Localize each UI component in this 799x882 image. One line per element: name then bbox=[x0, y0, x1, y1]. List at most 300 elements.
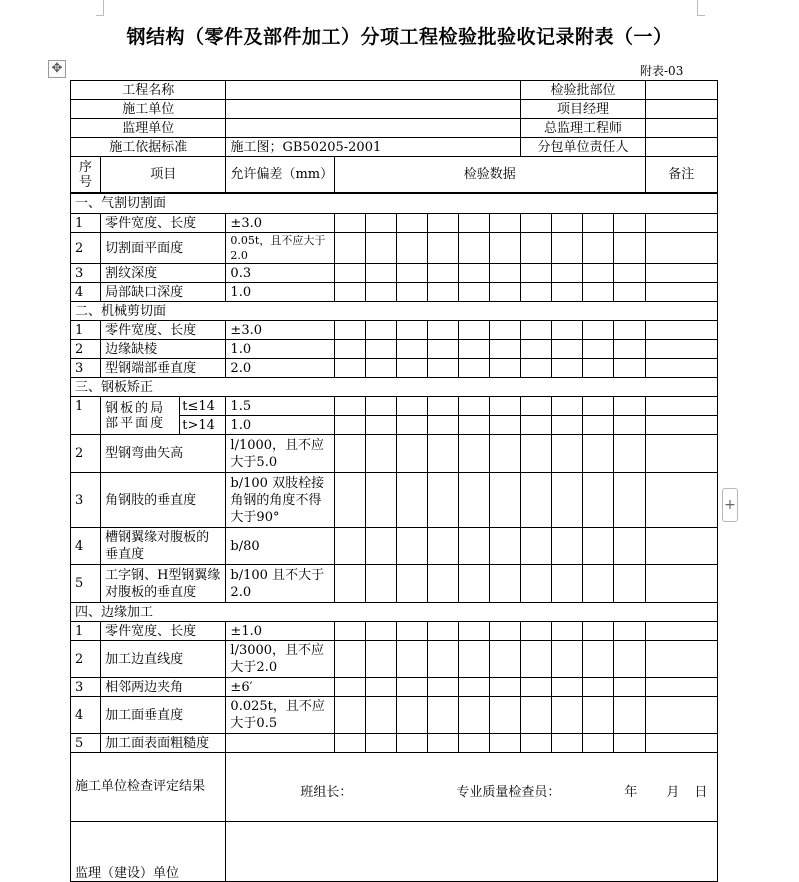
data-cell[interactable] bbox=[614, 435, 645, 473]
row-item: 角钢肢的垂直度 bbox=[101, 473, 226, 528]
data-cell[interactable] bbox=[427, 214, 458, 233]
data-cell[interactable] bbox=[521, 283, 552, 302]
row-number: 1 bbox=[71, 214, 101, 233]
data-cell[interactable] bbox=[490, 397, 521, 416]
remark-cell[interactable] bbox=[645, 528, 718, 565]
row-number: 1 bbox=[71, 622, 101, 641]
add-column-handle[interactable] bbox=[722, 488, 738, 522]
chief-supervisor-label: 总监理工程师 bbox=[521, 119, 645, 138]
data-cell[interactable] bbox=[459, 734, 490, 753]
data-cell[interactable] bbox=[365, 321, 396, 340]
data-cell[interactable] bbox=[396, 678, 427, 697]
row-item: 零件宽度、长度 bbox=[101, 321, 226, 340]
day-label: 日 bbox=[694, 785, 708, 800]
data-cell[interactable] bbox=[614, 359, 645, 378]
data-cell[interactable] bbox=[365, 416, 396, 435]
section-title: 四、边缘加工 bbox=[71, 603, 718, 622]
data-cell[interactable] bbox=[334, 622, 365, 641]
data-cell[interactable] bbox=[396, 340, 427, 359]
remark-cell[interactable] bbox=[645, 565, 718, 603]
data-cell[interactable] bbox=[490, 641, 521, 678]
data-cell[interactable] bbox=[427, 678, 458, 697]
data-cell[interactable] bbox=[334, 264, 365, 283]
data-cell[interactable] bbox=[583, 359, 614, 378]
row-number: 3 bbox=[71, 678, 101, 697]
data-cell[interactable] bbox=[583, 214, 614, 233]
data-cell[interactable] bbox=[459, 678, 490, 697]
data-cell[interactable] bbox=[614, 641, 645, 678]
row-tolerance: l/1000，且不应大于5.0 bbox=[226, 435, 334, 473]
data-cell[interactable] bbox=[365, 734, 396, 753]
row-tolerance bbox=[226, 734, 334, 753]
data-cell[interactable] bbox=[334, 565, 365, 603]
data-cell[interactable] bbox=[334, 435, 365, 473]
remark-cell[interactable] bbox=[645, 416, 718, 435]
inspection-part-label: 检验批部位 bbox=[521, 81, 645, 100]
data-cell[interactable] bbox=[427, 283, 458, 302]
column-header-remark: 备注 bbox=[645, 157, 717, 193]
remark-cell[interactable] bbox=[645, 734, 718, 753]
remark-cell[interactable] bbox=[645, 641, 718, 678]
data-cell[interactable] bbox=[396, 435, 427, 473]
data-cell[interactable] bbox=[552, 678, 583, 697]
remark-cell[interactable] bbox=[645, 697, 718, 734]
table-row bbox=[71, 359, 718, 378]
data-cell[interactable] bbox=[459, 473, 490, 528]
data-cell[interactable] bbox=[334, 473, 365, 528]
data-cell[interactable] bbox=[521, 233, 552, 264]
row-number: 2 bbox=[71, 340, 101, 359]
section-title: 二、机械剪切面 bbox=[71, 302, 718, 321]
remark-cell[interactable] bbox=[645, 435, 718, 473]
data-cell[interactable] bbox=[521, 214, 552, 233]
data-cell[interactable] bbox=[334, 283, 365, 302]
row-item: 加工边直线度 bbox=[101, 641, 226, 678]
supervision-unit-label: 监理单位 bbox=[71, 119, 226, 138]
document-title: 钢结构（零件及部件加工）分项工程检验批验收记录附表（一） bbox=[126, 26, 673, 48]
row-number: 2 bbox=[71, 435, 101, 473]
data-cell[interactable] bbox=[427, 416, 458, 435]
data-cell[interactable] bbox=[459, 435, 490, 473]
data-cell[interactable] bbox=[396, 565, 427, 603]
data-cell[interactable] bbox=[583, 340, 614, 359]
row-number: 3 bbox=[71, 473, 101, 528]
data-cell[interactable] bbox=[459, 622, 490, 641]
data-cell[interactable] bbox=[459, 697, 490, 734]
data-cell[interactable] bbox=[614, 321, 645, 340]
year-label: 年 bbox=[624, 785, 638, 800]
section-title: 一、气割切割面 bbox=[71, 194, 718, 214]
data-cell[interactable] bbox=[552, 321, 583, 340]
data-cell[interactable] bbox=[521, 678, 552, 697]
data-cell[interactable] bbox=[334, 734, 365, 753]
data-cell[interactable] bbox=[614, 697, 645, 734]
data-cell[interactable] bbox=[427, 697, 458, 734]
data-cell[interactable] bbox=[396, 528, 427, 565]
data-cell[interactable] bbox=[583, 565, 614, 603]
data-cell[interactable] bbox=[334, 233, 365, 264]
data-cell[interactable] bbox=[552, 359, 583, 378]
data-cell[interactable] bbox=[490, 622, 521, 641]
data-cell[interactable] bbox=[334, 697, 365, 734]
table-row bbox=[71, 678, 718, 697]
remark-cell[interactable] bbox=[645, 473, 718, 528]
data-cell[interactable] bbox=[396, 359, 427, 378]
remark-cell[interactable] bbox=[645, 340, 718, 359]
data-cell[interactable] bbox=[427, 734, 458, 753]
subcontractor-field[interactable] bbox=[645, 138, 717, 157]
data-cell[interactable] bbox=[459, 359, 490, 378]
table-row bbox=[71, 321, 718, 340]
data-cell[interactable] bbox=[552, 734, 583, 753]
remark-cell[interactable] bbox=[645, 264, 718, 283]
supervision-cell[interactable] bbox=[226, 822, 718, 882]
data-cell[interactable] bbox=[459, 233, 490, 264]
row-number: 3 bbox=[71, 264, 101, 283]
table-row bbox=[71, 435, 718, 473]
team-leader-label: 班组长： bbox=[300, 785, 353, 800]
data-cell[interactable] bbox=[552, 283, 583, 302]
data-cell[interactable] bbox=[552, 641, 583, 678]
data-cell[interactable] bbox=[365, 233, 396, 264]
data-cell[interactable] bbox=[552, 397, 583, 416]
row-number: 3 bbox=[71, 359, 101, 378]
data-cell[interactable] bbox=[396, 214, 427, 233]
row-item: 边缘缺棱 bbox=[101, 340, 226, 359]
subcontractor-label: 分包单位责任人 bbox=[521, 138, 645, 157]
data-cell[interactable] bbox=[583, 416, 614, 435]
data-cell[interactable] bbox=[552, 528, 583, 565]
data-cell[interactable] bbox=[583, 473, 614, 528]
data-cell[interactable] bbox=[583, 528, 614, 565]
row-tolerance: b/100 双肢栓接角钢的角度不得大于90° bbox=[226, 473, 334, 528]
standard-value[interactable]: 施工图；GB50205-2001 bbox=[226, 138, 521, 157]
table-row bbox=[71, 214, 718, 233]
data-cell[interactable] bbox=[521, 734, 552, 753]
data-cell[interactable] bbox=[427, 359, 458, 378]
data-cell[interactable] bbox=[334, 359, 365, 378]
data-cell[interactable] bbox=[583, 321, 614, 340]
data-cell[interactable] bbox=[521, 622, 552, 641]
row-item: 局部缺口深度 bbox=[101, 283, 226, 302]
data-cell[interactable] bbox=[427, 264, 458, 283]
data-cell[interactable] bbox=[396, 734, 427, 753]
data-cell[interactable] bbox=[365, 565, 396, 603]
data-cell[interactable] bbox=[521, 641, 552, 678]
data-cell[interactable] bbox=[552, 622, 583, 641]
row-number: 4 bbox=[71, 528, 101, 565]
row-number: 4 bbox=[71, 697, 101, 734]
data-cell[interactable] bbox=[614, 416, 645, 435]
data-cell[interactable] bbox=[614, 622, 645, 641]
row-tolerance: b/100 且不大于2.0 bbox=[226, 565, 334, 603]
data-cell[interactable] bbox=[614, 734, 645, 753]
section-title: 三、钢板矫正 bbox=[71, 378, 718, 397]
data-cell[interactable] bbox=[614, 678, 645, 697]
data-cell[interactable] bbox=[614, 264, 645, 283]
supervision-label: 监理（建设）单位 bbox=[71, 822, 226, 882]
data-cell[interactable] bbox=[365, 473, 396, 528]
data-cell[interactable] bbox=[521, 321, 552, 340]
data-cell[interactable] bbox=[334, 214, 365, 233]
data-cell[interactable] bbox=[365, 283, 396, 302]
data-cell[interactable] bbox=[614, 528, 645, 565]
row-tolerance: ±3.0 bbox=[226, 214, 334, 233]
table-row bbox=[71, 697, 718, 734]
data-cell[interactable] bbox=[521, 565, 552, 603]
data-cell[interactable] bbox=[490, 565, 521, 603]
data-cell[interactable] bbox=[521, 264, 552, 283]
data-cell[interactable] bbox=[365, 214, 396, 233]
data-cell[interactable] bbox=[583, 264, 614, 283]
row-sub-condition: t≤14 bbox=[180, 397, 226, 416]
column-header-item: 项目 bbox=[101, 157, 226, 193]
data-cell[interactable] bbox=[583, 641, 614, 678]
data-cell[interactable] bbox=[459, 416, 490, 435]
remark-cell[interactable] bbox=[645, 678, 718, 697]
row-number: 4 bbox=[71, 283, 101, 302]
project-manager-label: 项目经理 bbox=[521, 100, 645, 119]
data-cell[interactable] bbox=[396, 641, 427, 678]
row-item: 加工面表面粗糙度 bbox=[101, 734, 226, 753]
table-row bbox=[71, 340, 718, 359]
data-cell[interactable] bbox=[614, 283, 645, 302]
remark-cell[interactable] bbox=[645, 622, 718, 641]
data-cell[interactable] bbox=[396, 264, 427, 283]
data-cell[interactable] bbox=[396, 473, 427, 528]
data-cell[interactable] bbox=[396, 622, 427, 641]
remark-cell[interactable] bbox=[645, 359, 718, 378]
quality-inspector-label: 专业质量检查员： bbox=[456, 785, 561, 800]
data-cell[interactable] bbox=[490, 321, 521, 340]
data-cell[interactable] bbox=[583, 734, 614, 753]
data-cell[interactable] bbox=[365, 697, 396, 734]
table-move-handle[interactable] bbox=[48, 60, 66, 78]
data-cell[interactable] bbox=[583, 283, 614, 302]
data-cell[interactable] bbox=[490, 697, 521, 734]
data-cell[interactable] bbox=[396, 321, 427, 340]
data-cell[interactable] bbox=[334, 528, 365, 565]
data-cell[interactable] bbox=[614, 233, 645, 264]
data-cell[interactable] bbox=[552, 264, 583, 283]
data-cell[interactable] bbox=[490, 359, 521, 378]
chief-supervisor-field[interactable] bbox=[645, 119, 717, 138]
data-cell[interactable] bbox=[552, 473, 583, 528]
data-cell[interactable] bbox=[490, 214, 521, 233]
data-cell[interactable] bbox=[490, 473, 521, 528]
supervision-unit-field[interactable] bbox=[226, 119, 521, 138]
inspection-record-table bbox=[70, 80, 718, 193]
data-cell[interactable] bbox=[365, 678, 396, 697]
data-cell[interactable] bbox=[365, 641, 396, 678]
data-cell[interactable] bbox=[490, 233, 521, 264]
data-cell[interactable] bbox=[614, 565, 645, 603]
data-cell[interactable] bbox=[521, 416, 552, 435]
inspection-items-table bbox=[70, 193, 718, 882]
month-label: 月 bbox=[666, 785, 680, 800]
data-cell[interactable] bbox=[490, 264, 521, 283]
data-cell[interactable] bbox=[365, 264, 396, 283]
data-cell[interactable] bbox=[583, 233, 614, 264]
table-row bbox=[71, 622, 718, 641]
data-cell[interactable] bbox=[427, 435, 458, 473]
row-tolerance: 0.05t，且不应大于2.0 bbox=[226, 233, 334, 264]
row-item: 钢板的局部平面度 bbox=[101, 397, 180, 435]
project-manager-field[interactable] bbox=[645, 100, 717, 119]
row-number: 2 bbox=[71, 641, 101, 678]
crop-mark-top-right bbox=[697, 0, 705, 16]
annex-label: 附表-03 bbox=[640, 64, 684, 78]
data-cell[interactable] bbox=[459, 283, 490, 302]
data-cell[interactable] bbox=[365, 622, 396, 641]
table-row bbox=[71, 264, 718, 283]
data-cell[interactable] bbox=[427, 528, 458, 565]
row-tolerance: 1.0 bbox=[226, 416, 334, 435]
row-tolerance: 1.0 bbox=[226, 340, 334, 359]
data-cell[interactable] bbox=[521, 528, 552, 565]
data-cell[interactable] bbox=[552, 435, 583, 473]
table-row bbox=[71, 233, 718, 264]
data-cell[interactable] bbox=[396, 697, 427, 734]
data-cell[interactable] bbox=[583, 435, 614, 473]
remark-cell[interactable] bbox=[645, 214, 718, 233]
row-tolerance: 2.0 bbox=[226, 359, 334, 378]
data-cell[interactable] bbox=[427, 321, 458, 340]
data-cell[interactable] bbox=[427, 473, 458, 528]
data-cell[interactable] bbox=[521, 359, 552, 378]
table-row bbox=[71, 397, 718, 416]
data-cell[interactable] bbox=[459, 565, 490, 603]
data-cell[interactable] bbox=[490, 283, 521, 302]
remark-cell[interactable] bbox=[645, 233, 718, 264]
data-cell[interactable] bbox=[552, 565, 583, 603]
inspection-part-field[interactable] bbox=[645, 81, 717, 100]
data-cell[interactable] bbox=[334, 416, 365, 435]
data-cell[interactable] bbox=[365, 359, 396, 378]
row-tolerance: 0.025t，且不应大于0.5 bbox=[226, 697, 334, 734]
data-cell[interactable] bbox=[583, 397, 614, 416]
data-cell[interactable] bbox=[552, 340, 583, 359]
data-cell[interactable] bbox=[490, 435, 521, 473]
data-cell[interactable] bbox=[334, 397, 365, 416]
row-item: 零件宽度、长度 bbox=[101, 622, 226, 641]
data-cell[interactable] bbox=[614, 214, 645, 233]
data-cell[interactable] bbox=[521, 697, 552, 734]
row-number: 1 bbox=[71, 321, 101, 340]
data-cell[interactable] bbox=[459, 397, 490, 416]
data-cell[interactable] bbox=[521, 473, 552, 528]
row-item: 零件宽度、长度 bbox=[101, 214, 226, 233]
data-cell[interactable] bbox=[365, 435, 396, 473]
row-number: 2 bbox=[71, 233, 101, 264]
data-cell[interactable] bbox=[427, 641, 458, 678]
remark-cell[interactable] bbox=[645, 397, 718, 416]
standard-label: 施工依据标准 bbox=[71, 138, 226, 157]
data-cell[interactable] bbox=[427, 565, 458, 603]
data-cell[interactable] bbox=[459, 528, 490, 565]
row-item: 加工面垂直度 bbox=[101, 697, 226, 734]
row-item: 工字钢、H型钢翼缘对腹板的垂直度 bbox=[101, 565, 226, 603]
data-cell[interactable] bbox=[521, 340, 552, 359]
data-cell[interactable] bbox=[396, 397, 427, 416]
data-cell[interactable] bbox=[521, 435, 552, 473]
data-cell[interactable] bbox=[552, 416, 583, 435]
data-cell[interactable] bbox=[427, 397, 458, 416]
data-cell[interactable] bbox=[552, 233, 583, 264]
row-tolerance: 1.0 bbox=[226, 283, 334, 302]
table-row bbox=[71, 283, 718, 302]
table-row bbox=[71, 473, 718, 528]
row-sub-condition: t>14 bbox=[180, 416, 226, 435]
table-row bbox=[71, 565, 718, 603]
data-cell[interactable] bbox=[427, 233, 458, 264]
data-cell[interactable] bbox=[614, 397, 645, 416]
contractor-check-cell[interactable] bbox=[226, 753, 718, 822]
data-cell[interactable] bbox=[365, 528, 396, 565]
data-cell[interactable] bbox=[365, 397, 396, 416]
data-cell[interactable] bbox=[459, 214, 490, 233]
row-number: 5 bbox=[71, 734, 101, 753]
data-cell[interactable] bbox=[583, 678, 614, 697]
data-cell[interactable] bbox=[396, 283, 427, 302]
row-tolerance: l/3000，且不应大于2.0 bbox=[226, 641, 334, 678]
data-cell[interactable] bbox=[334, 321, 365, 340]
data-cell[interactable] bbox=[490, 678, 521, 697]
row-item: 切割面平面度 bbox=[101, 233, 226, 264]
data-cell[interactable] bbox=[490, 340, 521, 359]
data-cell[interactable] bbox=[614, 340, 645, 359]
data-cell[interactable] bbox=[396, 233, 427, 264]
data-cell[interactable] bbox=[552, 697, 583, 734]
row-tolerance: b/80 bbox=[226, 528, 334, 565]
remark-cell[interactable] bbox=[645, 321, 718, 340]
data-cell[interactable] bbox=[334, 641, 365, 678]
data-cell[interactable] bbox=[334, 678, 365, 697]
data-cell[interactable] bbox=[396, 416, 427, 435]
data-cell[interactable] bbox=[365, 340, 396, 359]
row-tolerance: 0.3 bbox=[226, 264, 334, 283]
row-item: 型钢弯曲矢高 bbox=[101, 435, 226, 473]
data-cell[interactable] bbox=[490, 416, 521, 435]
data-cell[interactable] bbox=[521, 397, 552, 416]
data-cell[interactable] bbox=[459, 340, 490, 359]
remark-cell[interactable] bbox=[645, 283, 718, 302]
table-row bbox=[71, 734, 718, 753]
project-name-label: 工程名称 bbox=[71, 81, 226, 100]
data-cell[interactable] bbox=[490, 734, 521, 753]
column-header-seq: 序号 bbox=[71, 157, 101, 193]
construction-unit-field[interactable] bbox=[226, 100, 521, 119]
data-cell[interactable] bbox=[334, 340, 365, 359]
data-cell[interactable] bbox=[583, 697, 614, 734]
row-tolerance: ±1.0 bbox=[226, 622, 334, 641]
data-cell[interactable] bbox=[459, 264, 490, 283]
data-cell[interactable] bbox=[490, 528, 521, 565]
row-tolerance: 1.5 bbox=[226, 397, 334, 416]
row-item: 型钢端部垂直度 bbox=[101, 359, 226, 378]
project-name-field[interactable] bbox=[226, 81, 521, 100]
data-cell[interactable] bbox=[427, 340, 458, 359]
data-cell[interactable] bbox=[614, 473, 645, 528]
column-header-tolerance: 允许偏差（mm） bbox=[226, 157, 334, 193]
row-item: 割纹深度 bbox=[101, 264, 226, 283]
data-cell[interactable] bbox=[552, 214, 583, 233]
data-cell[interactable] bbox=[583, 622, 614, 641]
data-cell[interactable] bbox=[427, 622, 458, 641]
row-item: 相邻两边夹角 bbox=[101, 678, 226, 697]
data-cell[interactable] bbox=[459, 321, 490, 340]
data-cell[interactable] bbox=[459, 641, 490, 678]
